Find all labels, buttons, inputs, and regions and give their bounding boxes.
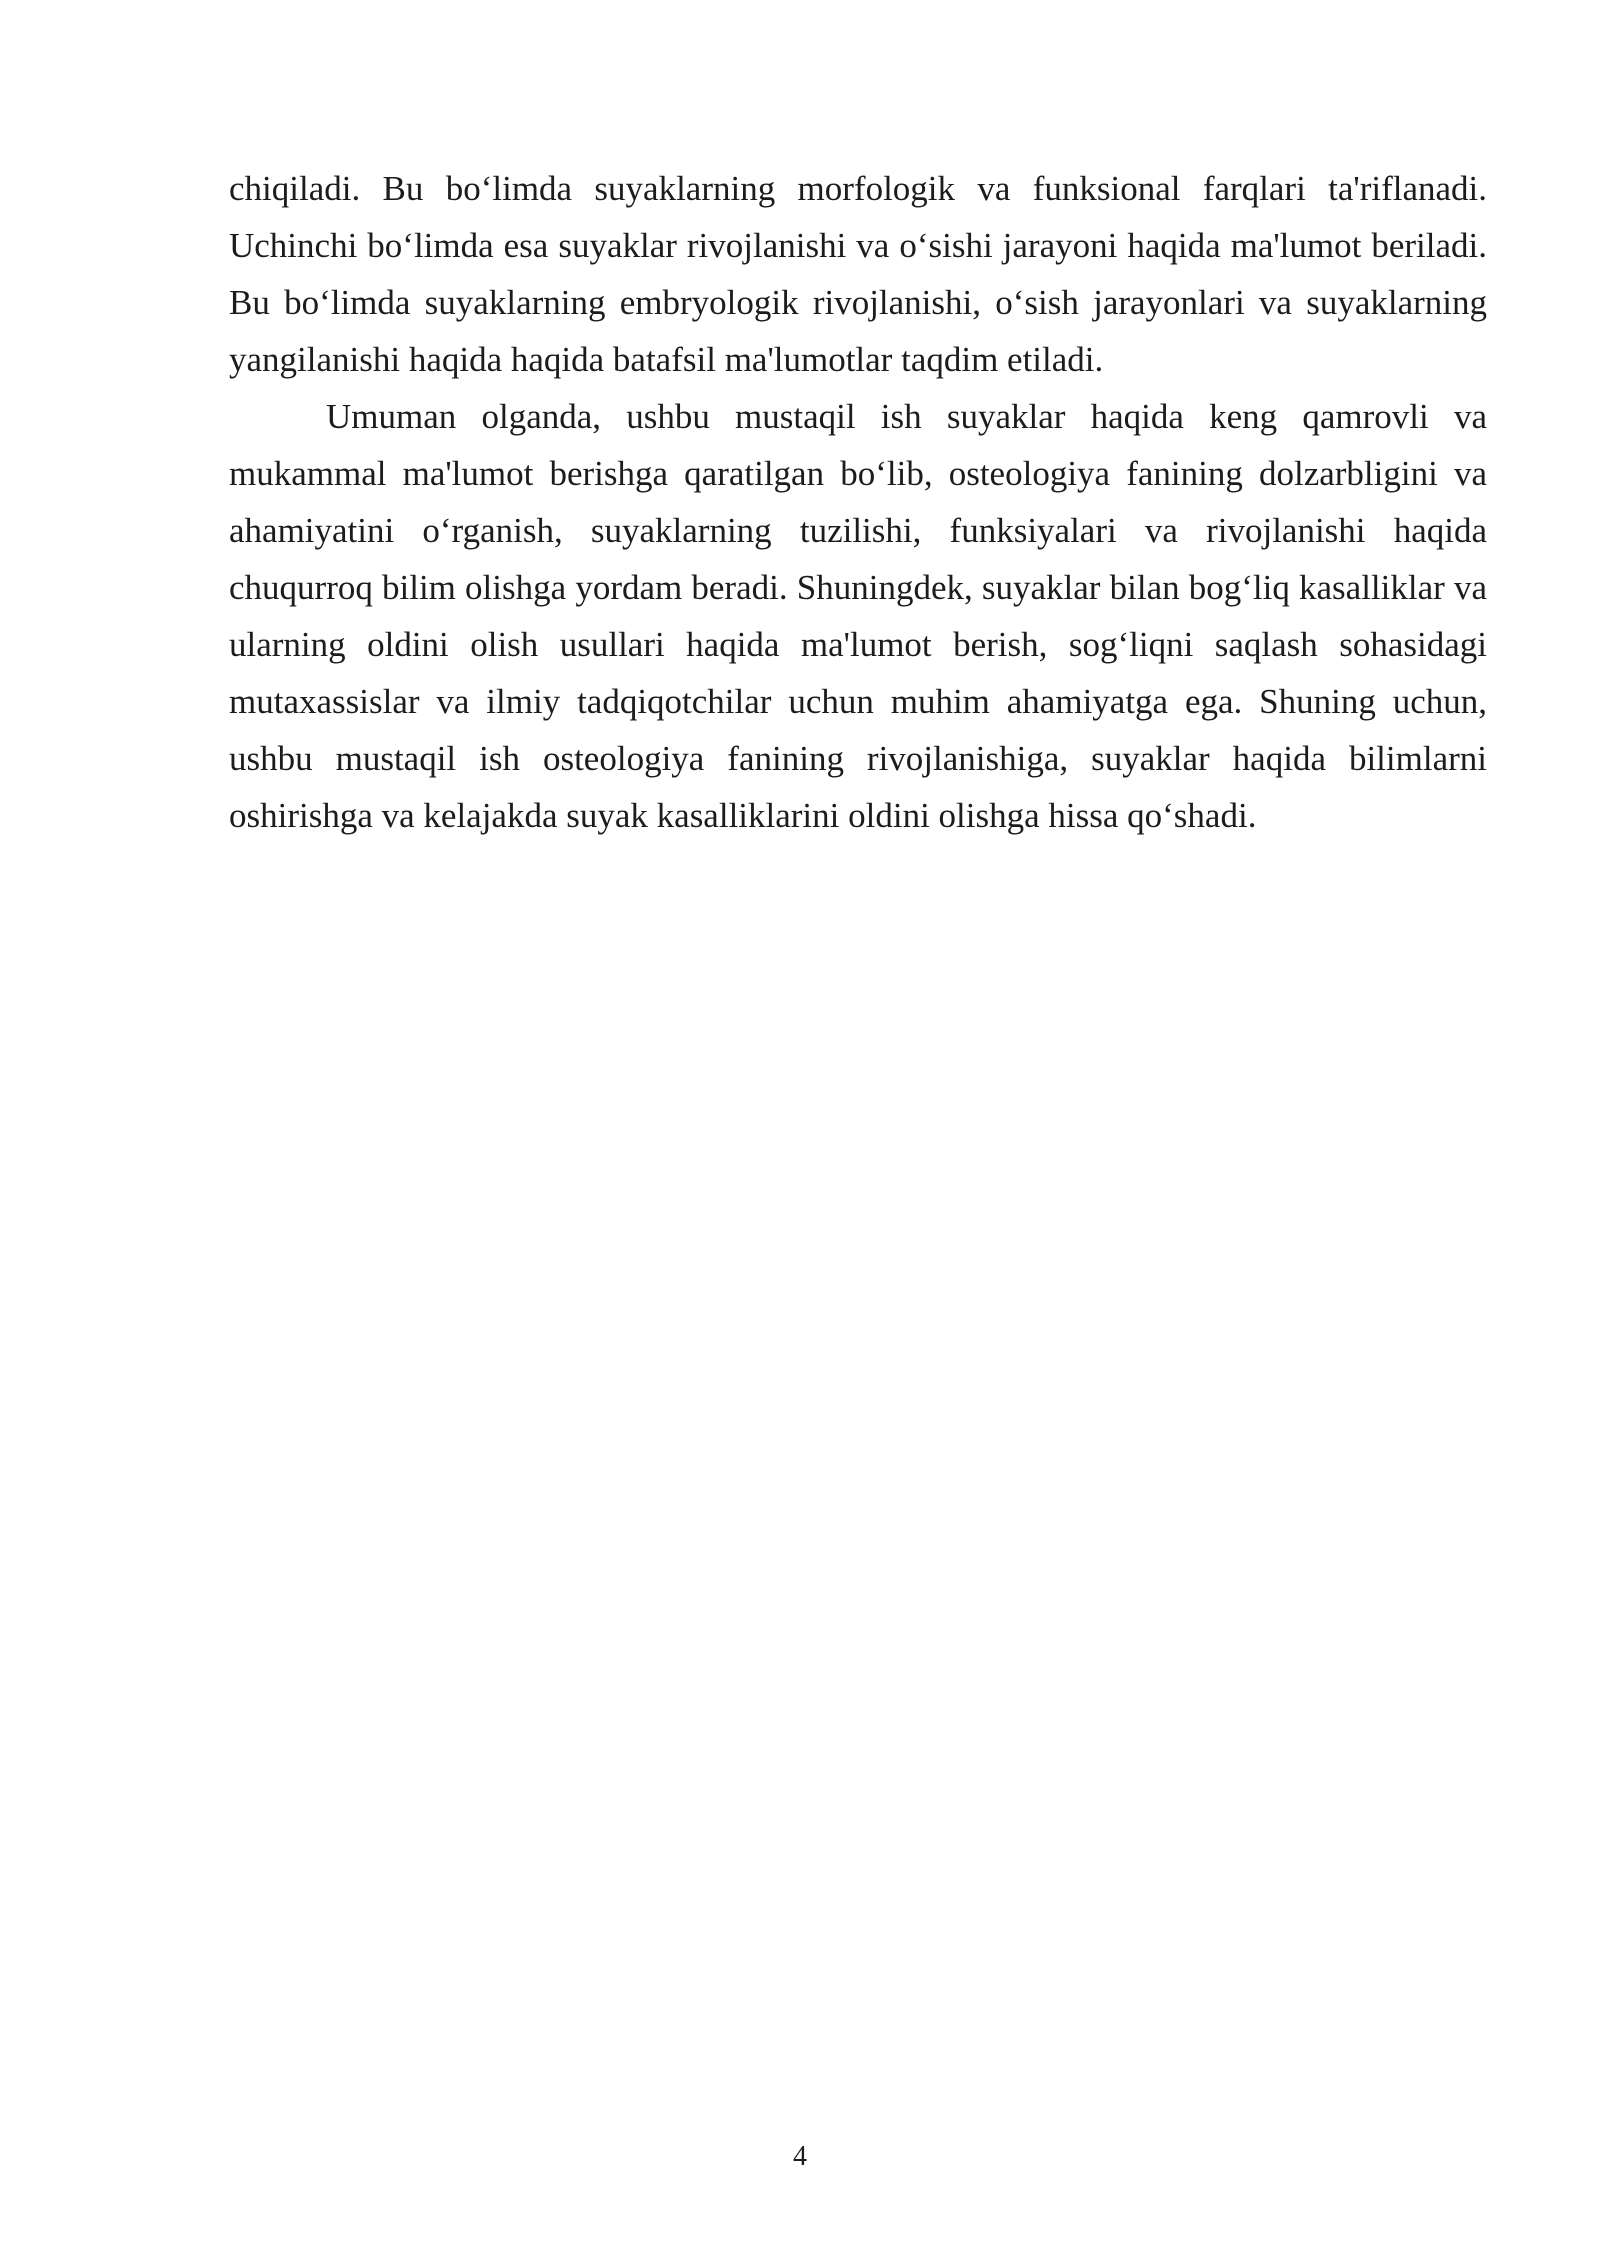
paragraph-conclusion: Umuman olganda, ushbu mustaqil ish suyaklar haqida keng qamrovli va mukammal ma'lumot berishga qaratilgan bo‘lib, osteologiya fanining dolzarbligini va ahamiyatini o‘rganish, suyaklarning tuzilishi, funksiyalari va rivojlanishi haqida chuqurroq bilim olishga yordam beradi. Shuningdek, suyaklar bilan bog‘liq kasalliklar va ularning oldini olish usullari haqida ma'lumot berish, sog‘liqni saqlash sohasidagi mutaxassislar va ilmiy tadqiqotchilar uchun muhim ahamiyatga ega. Shuning uchun, ushbu mustaqil ish osteologiya fanining rivojlanishiga, suyaklar haqida bilimlarni oshirishga va kelajakda suyak kasalliklarini oldini olishga hissa qo‘shadi. <box>229 397 1487 835</box>
page-number: 4 <box>793 2141 807 2172</box>
body-text <box>229 160 1487 844</box>
paragraph-continuation: chiqiladi. Bu bo‘limda suyaklarning morfologik va funksional farqlari ta'riflanadi. Uchinchi bo‘limda esa suyaklar rivojlanishi va o‘sishi jarayoni haqida ma'lumot beriladi. Bu bo‘limda suyaklarning embryologik rivojlanishi, o‘sish jarayonlari va suyaklarning yangilanishi haqida haqida batafsil ma'lumotlar taqdim etiladi. <box>229 169 1487 379</box>
